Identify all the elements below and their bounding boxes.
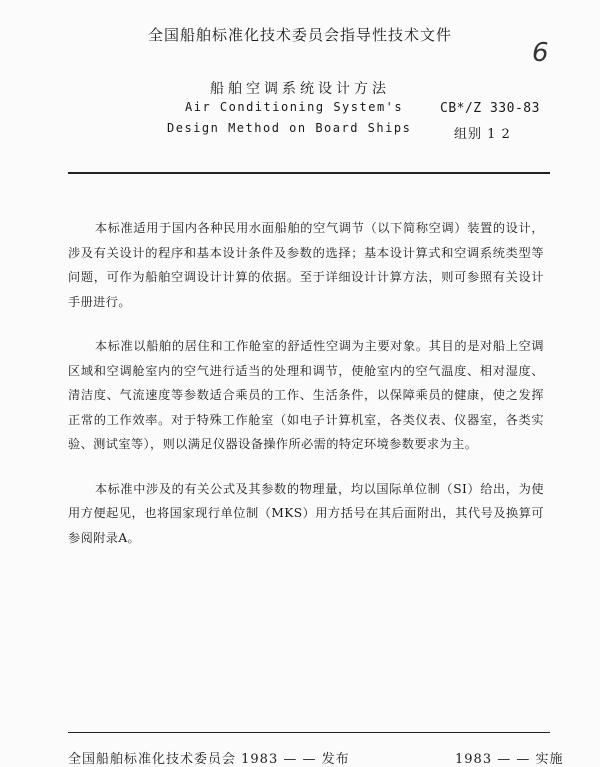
footer-effective: 1983 — — 实施 [455,752,564,767]
handwritten-page-number: 6 [532,38,549,68]
paragraph-units: 本标准中涉及的有关公式及其参数的物理量，均以国际单位制（SI）给出，为使用方便起见，也将国家现行单位制（MKS）用方括号在其后面附出，其代号及换算可参阅附录A。 [68,481,544,545]
bottom-divider [68,732,550,733]
group-number: 组别 1 2 [454,127,511,142]
footer-issued: 全国船舶标准化技术委员会 1983 — — 发布 [68,752,350,767]
paragraph-scope: 本标准适用于国内各种民用水面船舶的空气调节（以下简称空调）装置的设计，涉及有关设计的程序和基本设计条件及参数的选择；基本设计算式和空调系统类型等问题，可作为船舶空调设计计算的依据。至于详细设计计算方法，则可参照有关设计手册进行。 [68,221,544,309]
document-title-english-line1: Air Conditioning System's [185,100,404,114]
document-title-english-line2: Design Method on Board Ships [167,121,412,135]
document-title-chinese: 船舶空调系统设计方法 [210,81,390,97]
top-divider [68,172,550,174]
body-text [68,216,544,570]
issuer-heading: 全国船舶标准化技术委员会指导性技术文件 [147,26,452,44]
paragraph-objective: 本标准以船舶的居住和工作舱室的舒适性空调为主要对象。其目的是对船上空调区域和空调舱室内的空气进行适当的处理和调节，使舱室内的空气温度、相对湿度、清洁度、气流速度等参数适合乘员的工作、生活条件，以保障乘员的健康，使之发挥正常的工作效率。对于特殊工作舱室（如电子计算机室，各类仪表、仪器室，各类实验、测试室等），则以满足仪器设备操作所必需的特定环境参数要求为主。 [68,339,544,451]
standard-code: CB*/Z 330-83 [440,101,540,116]
